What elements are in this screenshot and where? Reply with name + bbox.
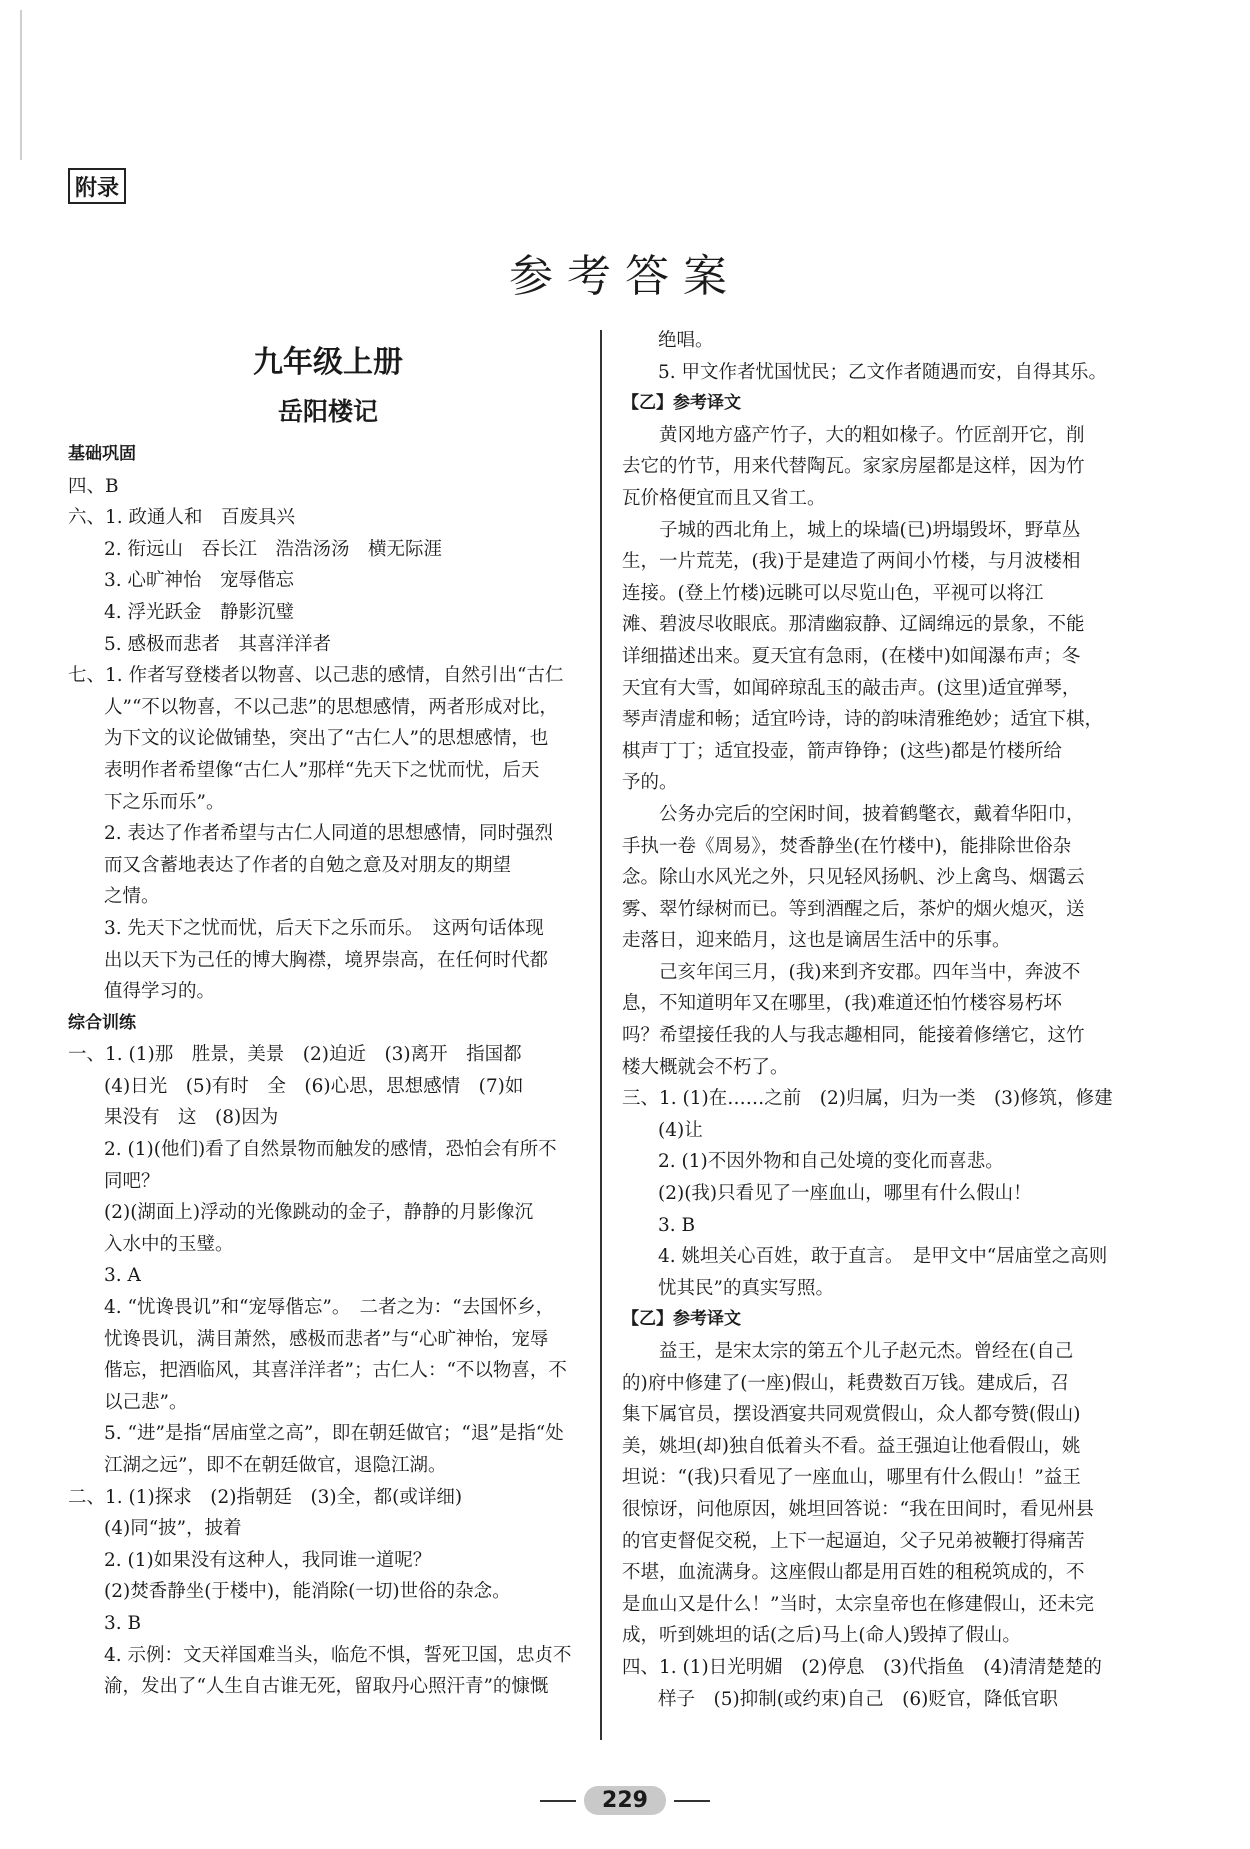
- answer-line: 2. 表达了作者希望与古仁人同道的思想感情，同时强烈: [104, 823, 554, 845]
- answer-line: 三、1. (1)在……之前 (2)归属，归为一类 (3)修筑，修建: [622, 1088, 1113, 1110]
- answer-line: 江湖之远”，即不在朝廷做官，退隐江湖。: [104, 1455, 447, 1476]
- answer-line: 4. 示例：文天祥国难当头，临危不惧，誓死卫国，忠贞不: [104, 1644, 572, 1666]
- answer-line: 为下文的议论做铺垫，突出了“古仁人”的思想感情，也: [104, 728, 549, 750]
- appendix-tag: 附录: [68, 168, 126, 204]
- translation-line: 黄冈地方盛产竹子，大的粗如椽子。竹匠剖开它，削: [659, 424, 1085, 446]
- subsection-training: 综合训练: [68, 1012, 136, 1033]
- volume-title: 九年级上册: [253, 345, 403, 380]
- answer-line: (2)(我)只看见了一座血山，哪里有什么假山！: [658, 1183, 1032, 1205]
- translation-line: 子城的西北角上，城上的垛墙(已)坍塌毁坏，野草丛: [659, 519, 1081, 541]
- translation-line: 去它的竹节，用来代替陶瓦。家家房屋都是这样，因为竹: [622, 456, 1085, 478]
- column-divider: [600, 330, 602, 1740]
- answer-line: 四、1. (1)日光明媚 (2)停息 (3)代指鱼 (4)清清楚楚的: [622, 1656, 1102, 1678]
- right-column: [622, 325, 1132, 1715]
- translation-line: 己亥年闰三月，(我)来到齐安郡。四年当中，奔波不: [659, 961, 1081, 983]
- answer-line: 2. (1)不因外物和自己处境的变化而喜悲。: [658, 1151, 1004, 1173]
- answer-line: 4. “忧谗畏讥”和“宠辱偕忘”。 二者之为：“去国怀乡，: [104, 1297, 555, 1319]
- answer-line: 六、1. 政通人和 百废具兴: [68, 507, 296, 529]
- translation-heading: 【乙】参考译文: [622, 393, 741, 414]
- answer-line: 3. B: [104, 1612, 142, 1634]
- answer-line: 七、1. 作者写登楼者以物喜、以己悲的感情，自然引出“古仁: [68, 665, 564, 687]
- answer-line: 2. 衔远山 吞长江 浩浩汤汤 横无际涯: [104, 538, 443, 560]
- translation-line: 手执一卷《周易》，焚香静坐(在竹楼中)，能排除世俗杂: [622, 835, 1072, 857]
- translation-line: 吗？希望接任我的人与我志趣相同，能接着修缮它，这竹: [622, 1025, 1085, 1047]
- answer-line: 而又含蓄地表达了作者的自勉之意及对朋友的期望: [104, 854, 512, 876]
- translation-line: 很惊讶，问他原因，姚坦回答说：“我在田间时，看见州县: [622, 1498, 1094, 1520]
- answer-line: 5. “进”是指“居庙堂之高”，即在朝廷做官；“退”是指“处: [104, 1423, 564, 1445]
- answer-line: 5. 甲文作者忧国忧民；乙文作者随遇而安，自得其乐。: [658, 361, 1108, 383]
- answer-line: 4. 浮光跃金 静影沉璧: [104, 601, 295, 623]
- answer-line: 入水中的玉璧。: [104, 1233, 234, 1255]
- answer-line: 一、1. (1)那 胜景，美景 (2)迫近 (3)离开 指国都: [68, 1044, 522, 1066]
- answer-line: 值得学习的。: [104, 981, 216, 1003]
- answer-line: 4. 姚坦关心百姓，敢于直言。 是甲文中“居庙堂之高则: [658, 1246, 1108, 1268]
- translation-line: 生，一片荒芜，(我)于是建造了两间小竹楼，与月波楼相: [622, 551, 1081, 573]
- margin-line: [20, 10, 22, 160]
- translation-line: 棋声丁丁；适宜投壶，箭声铮铮；(这些)都是竹楼所给: [622, 740, 1062, 762]
- answer-line: (4)同“披”，披着: [104, 1518, 242, 1540]
- answer-line: 四、B: [68, 475, 119, 497]
- answer-line: 忧其民”的真实写照。: [658, 1277, 834, 1299]
- answer-line: (4)让: [658, 1119, 703, 1141]
- translation-line: 予的。: [622, 772, 678, 794]
- answer-line: 人”“不以物喜，不以己悲”的思想感情，两者形成对比，: [104, 696, 558, 718]
- answer-line: (2)焚香静坐(于楼中)，能消除(一切)世俗的杂念。: [104, 1581, 511, 1603]
- translation-line: 的官吏督促交税，上下一起逼迫，父子兄弟被鞭打得痛苦: [622, 1530, 1085, 1552]
- answer-line: (2)(湖面上)浮动的光像跳动的金子，静静的月影像沉: [104, 1202, 534, 1224]
- translation-line: 成，听到姚坦的话(之后)马上(命人)毁掉了假山。: [622, 1625, 1021, 1647]
- answer-line: 忧谗畏讥，满目萧然，感极而悲者”与“心旷神怡，宠辱: [104, 1328, 549, 1350]
- answer-line: 之情。: [104, 886, 160, 908]
- answer-line: 二、1. (1)探求 (2)指朝廷 (3)全，都(或详细): [68, 1486, 463, 1508]
- answer-line: 以己悲”。: [104, 1391, 188, 1413]
- translation-line: 的)府中修建了(一座)假山，耗费数百万钱。建成后，召: [622, 1372, 1070, 1394]
- answer-line: 同吧？: [104, 1170, 160, 1192]
- answer-line: 样子 (5)抑制(或约束)自己 (6)贬官，降低官职: [658, 1688, 1058, 1710]
- translation-line: 益王，是宋太宗的第五个儿子赵元杰。曾经在(自己: [659, 1341, 1074, 1362]
- answer-line: 下之乐而乐”。: [104, 791, 225, 813]
- answer-line: 出以天下为己任的博大胸襟，境界崇高，在任何时代都: [104, 949, 549, 971]
- translation-line: 不堪，血流满身。这座假山都是用百姓的租税筑成的，不: [622, 1562, 1085, 1584]
- page-footer: [0, 1786, 1250, 1815]
- translation-line: 瓦价格便宜而且又省工。: [622, 487, 826, 509]
- answer-line: 3. 心旷神怡 宠辱偕忘: [104, 570, 295, 592]
- subsection-basics: 基础巩固: [68, 444, 136, 464]
- translation-line: 琴声清虚和畅；适宜吟诗，诗的韵味清雅绝妙；适宜下棋，: [622, 709, 1104, 731]
- answer-line: 偕忘，把酒临风，其喜洋洋者”；古仁人：“不以物喜，不: [104, 1360, 567, 1382]
- page-title: 参考答案: [509, 251, 741, 302]
- answer-line: 绝唱。: [658, 330, 714, 351]
- answer-line: 3. B: [658, 1214, 696, 1236]
- translation-line: 是血山又是什么！”当时，太宗皇帝也在修建假山，还未完: [622, 1593, 1094, 1615]
- translation-line: 连接。(登上竹楼)远眺可以尽览山色，平视可以将江: [622, 582, 1044, 604]
- translation-line: 详细描述出来。夏天宜有急雨，(在楼中)如闻瀑布声；冬: [622, 645, 1081, 667]
- translation-line: 公务办完后的空闲时间，披着鹤氅衣，戴着华阳巾，: [659, 803, 1085, 825]
- answer-line: 渝，发出了“人生自古谁无死，留取丹心照汗青”的慷慨: [104, 1676, 549, 1698]
- footer-dash: [540, 1800, 576, 1802]
- translation-line: 美，姚坦(却)独自低着头不看。益王强迫让他看假山，姚: [622, 1435, 1081, 1457]
- answer-line: 表明作者希望像“古仁人”那样“先天下之忧而忧，后天: [104, 759, 540, 781]
- answer-line: (4)日光 (5)有时 全 (6)心思，思想感情 (7)如: [104, 1075, 524, 1097]
- answer-line: 2. (1)如果没有这种人，我同谁一道呢？: [104, 1549, 432, 1571]
- translation-line: 滩、碧波尽收眼底。那清幽寂静、辽阔绵远的景象，不能: [622, 614, 1085, 636]
- section-title: 岳阳楼记: [277, 397, 378, 426]
- translation-line: 走落日，迎来皓月，这也是谪居生活中的乐事。: [622, 930, 1011, 952]
- answer-line: 果没有 这 (8)因为: [104, 1107, 279, 1129]
- answer-line: 3. 先天下之忧而忧，后天下之乐而乐。 这两句话体现: [104, 917, 544, 939]
- answer-line: 5. 感极而悲者 其喜洋洋者: [104, 633, 332, 655]
- translation-heading: 【乙】参考译文: [622, 1309, 741, 1330]
- left-column: [68, 325, 588, 1703]
- translation-line: 天宜有大雪，如闻碎琼乱玉的敲击声。(这里)适宜弹琴，: [622, 677, 1081, 699]
- answer-line: 2. (1)(他们)看了自然景物而触发的感情，恐怕会有所不: [104, 1139, 557, 1161]
- answer-line: 3. A: [104, 1265, 141, 1287]
- translation-line: 集下属官员，摆设酒宴共同观赏假山，众人都夸赞(假山): [622, 1404, 1081, 1426]
- translation-line: 念。除山水风光之外，只见轻风扬帆、沙上禽鸟、烟霭云: [622, 867, 1085, 889]
- translation-line: 楼大概就会不朽了。: [622, 1056, 789, 1078]
- page-number: 229: [584, 1786, 666, 1815]
- footer-dash: [674, 1800, 710, 1802]
- translation-line: 雾、翠竹绿树而已。等到酒醒之后，茶炉的烟火熄灭，送: [622, 898, 1085, 920]
- translation-line: 息，不知道明年又在哪里，(我)难道还怕竹楼容易朽坏: [622, 993, 1062, 1015]
- translation-line: 坦说：“(我)只看见了一座血山，哪里有什么假山！”益王: [622, 1467, 1081, 1489]
